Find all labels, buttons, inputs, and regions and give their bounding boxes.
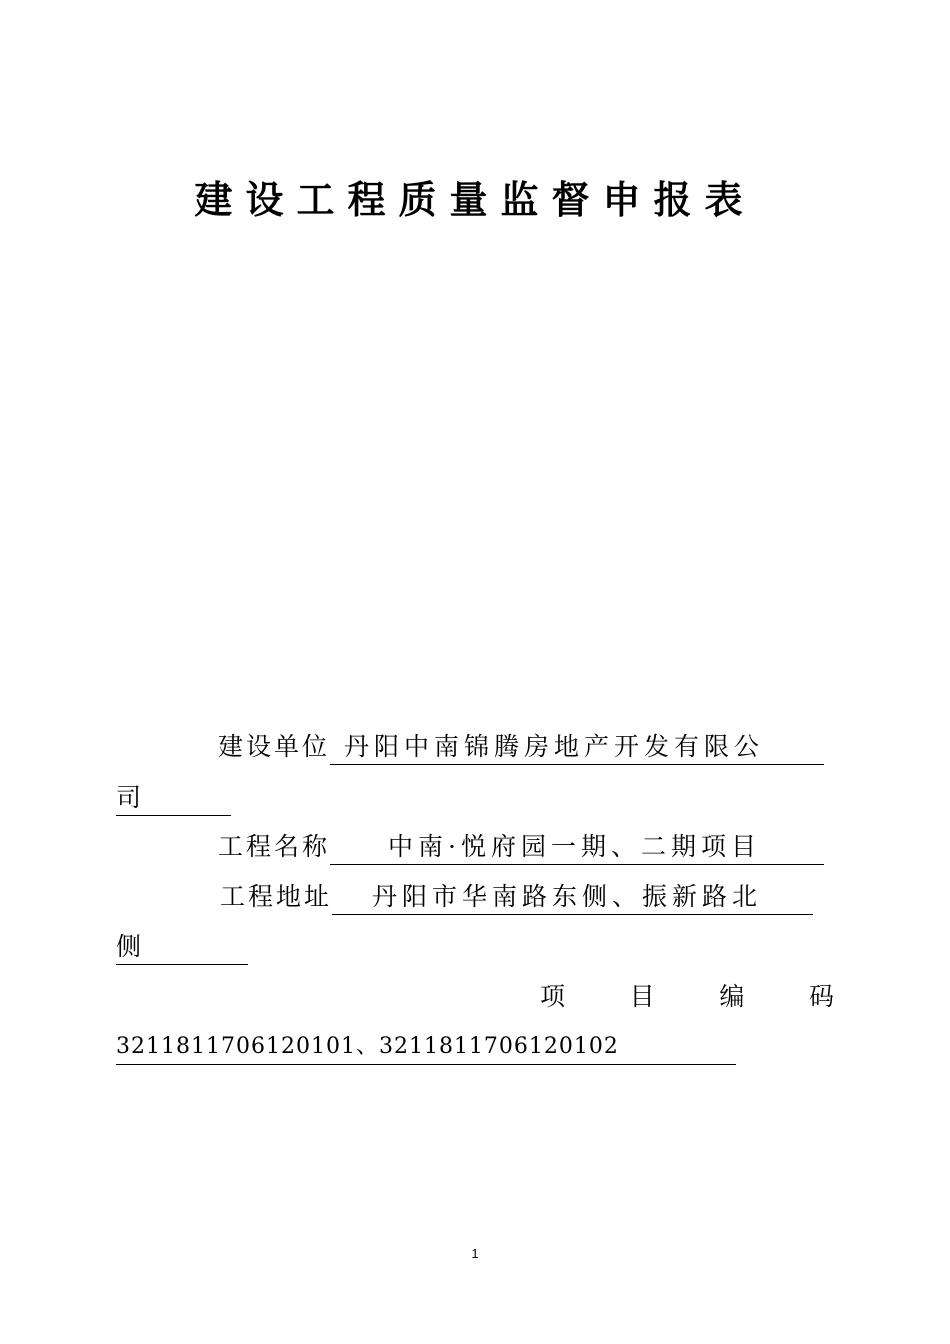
page-number: 1 (471, 1246, 479, 1261)
document-title: 建设工程质量监督申报表 (194, 178, 756, 222)
construction-unit-value: 丹阳中南锦腾房地产开发有限公 (330, 730, 824, 765)
project-name-label: 工程名称 (218, 832, 331, 861)
construction-unit-label: 建设单位 (218, 732, 331, 761)
project-address-row (220, 880, 813, 915)
project-name-value: 中南·悦府园一期、二期项目 (330, 830, 824, 865)
project-code-value: 3211811706120101、3211811706120102 (116, 1030, 736, 1065)
project-address-row-cont (116, 930, 248, 965)
project-address-value-cont: 侧 (116, 930, 248, 965)
construction-unit-row-cont (116, 781, 231, 816)
project-address-label: 工程地址 (220, 882, 333, 911)
construction-unit-row (218, 730, 824, 765)
project-address-value: 丹阳市华南路东侧、振新路北 (332, 880, 813, 915)
project-code-label: 项 目 编 码 (540, 982, 834, 1011)
construction-unit-value-cont: 司 (116, 781, 231, 816)
project-code-row (116, 1030, 736, 1065)
project-name-row (218, 830, 824, 865)
